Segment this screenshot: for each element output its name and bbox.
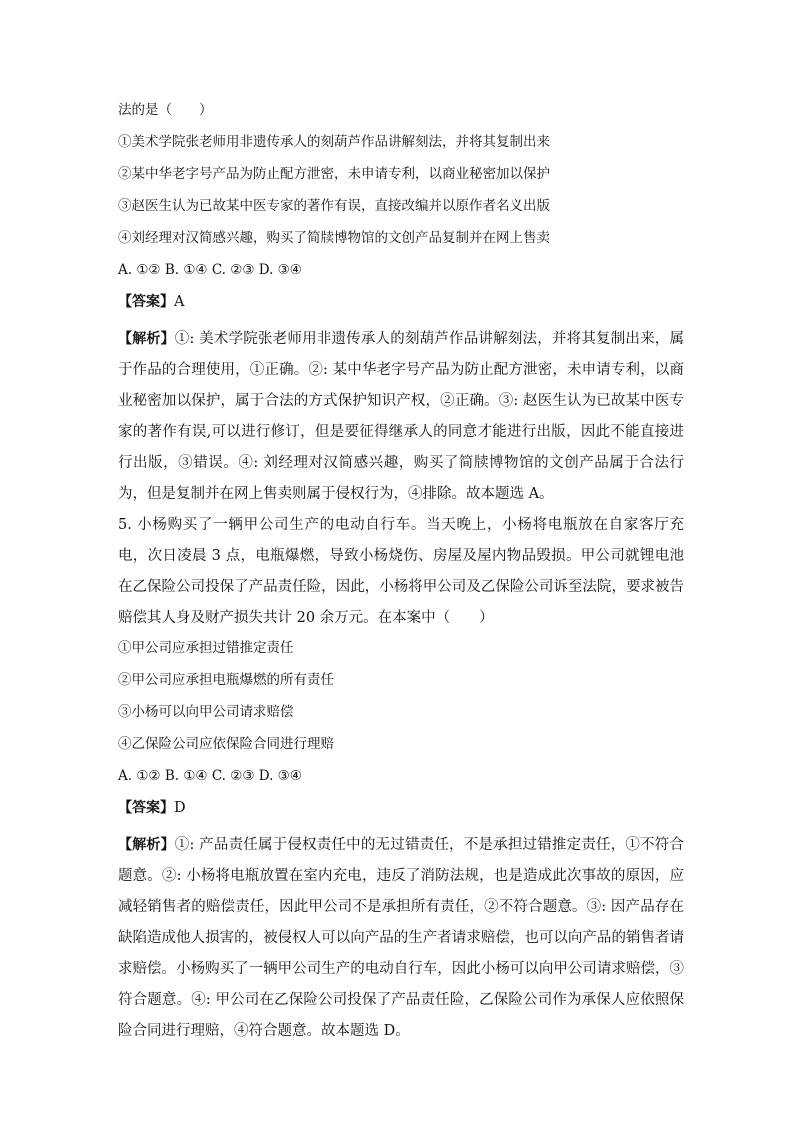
question-4-option-3: ③赵医生认为已故某中医专家的著作有误，直接改编并以原作者名义出版	[118, 198, 550, 214]
answer-tag: 【答案】	[118, 800, 174, 816]
answer-value: D	[174, 800, 186, 816]
analysis-tag: 【解析】	[118, 331, 175, 347]
answer-tag: 【答案】	[118, 294, 174, 310]
analysis-text: ①: 美术学院张老师用非遗传承人的刻葫芦作品讲解刻法，并将其复制出来，属于作品的合理使用，①正确。②: 某中华老字号产品为防止配方泄密，未申请专利，以商业秘密加以保护，属于合法的方式保护知识产权，②正确。③: 赵医生认为已故某中医专家的著作有误,可以进行修订，但是要征得继承人的同意才能进行出版，因此不能直接进行出版，③错误。④: 刘经理对汉简感兴趣，购买了简牍博物馆的文创产品属于合法行为，但是复制并在网上售卖则属于侵权行为，④排除。故本题选 A。	[118, 331, 684, 502]
question-4-stem-tail: 法的是（ ）	[118, 102, 213, 118]
question-5-option-2: ②甲公司应承担电瓶爆燃的所有责任	[118, 672, 334, 688]
question-5-stem: 5. 小杨购买了一辆甲公司生产的电动自行车。当天晚上，小杨将电瓶放在自家客厅充电，次日凌晨 3 点，电瓶爆燃，导致小杨烧伤、房屋及屋内物品毁损。甲公司就锂电池在乙保险公司投保了产品责任险，因此，小杨将甲公司及乙保险公司诉至法院，要求被告赔偿其人身及财产损失共计 20 余万元。在本案中（ ）	[118, 517, 684, 626]
question-4-choices: A. ①② B. ①④ C. ②③ D. ③④	[118, 262, 302, 278]
analysis-text: ①: 产品责任属于侵权责任中的无过错责任，不是承担过错推定责任，①不符合题意。②: 小杨将电瓶放置在室内充电，违反了消防法规，也是造成此次事故的原因，应减轻销售者的赔偿责任，因此甲公司不是承担所有责任，②不符合题意。③: 因产品存在缺陷造成他人损害的，被侵权人可以向产品的生产者请求赔偿，也可以向产品的销售者请求赔偿。小杨购买了一辆甲公司生产的电动自行车，因此小杨可以向甲公司请求赔偿，③符合题意。④: 甲公司在乙保险公司投保了产品责任险，乙保险公司作为承保人应依照保险合同进行理赔，④符合题意。故本题选 D。	[118, 837, 684, 1039]
question-4-option-1: ①美术学院张老师用非遗传承人的刻葫芦作品讲解刻法，并将其复制出来	[118, 134, 550, 150]
question-5-analysis	[118, 830, 684, 1047]
question-5-option-1: ①甲公司应承担过错推定责任	[118, 640, 294, 656]
question-4-analysis	[118, 324, 684, 510]
page-content	[118, 100, 684, 1047]
question-5-choices: A. ①② B. ①④ C. ②③ D. ③④	[118, 768, 302, 784]
question-5-option-3: ③小杨可以向甲公司请求赔偿	[118, 704, 294, 720]
answer-value: A	[174, 294, 185, 310]
question-5-option-4: ④乙保险公司应依保险合同进行理赔	[118, 736, 334, 752]
question-4-answer	[118, 292, 684, 312]
question-5-answer	[118, 798, 684, 818]
analysis-tag: 【解析】	[118, 837, 175, 853]
question-4-option-4: ④刘经理对汉简感兴趣，购买了简牍博物馆的文创产品复制并在网上售卖	[118, 230, 550, 246]
question-4-option-2: ②某中华老字号产品为防止配方泄密，未申请专利，以商业秘密加以保护	[118, 166, 550, 182]
